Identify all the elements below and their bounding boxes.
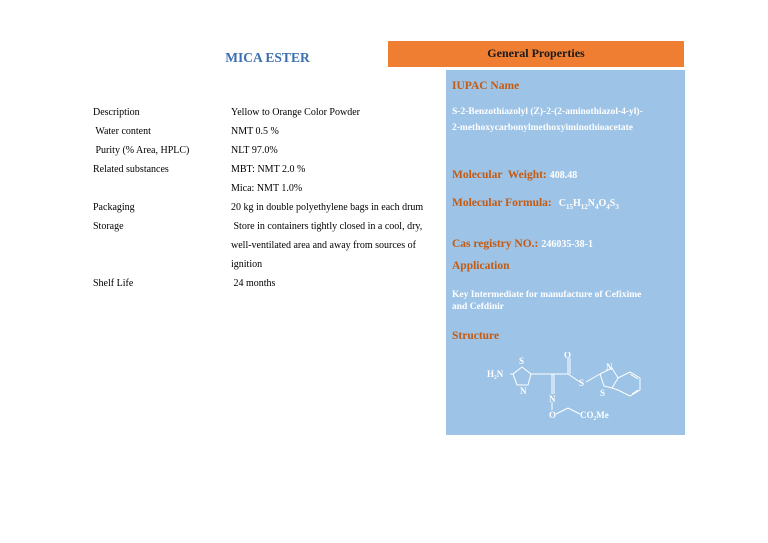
spec-value: 24 months — [231, 278, 276, 289]
chemical-structure — [482, 352, 652, 424]
spec-row-shelf-life — [93, 274, 446, 293]
spec-key: Shelf Life — [93, 278, 134, 289]
spec-value: MBT: NMT 2.0 % — [231, 164, 306, 175]
formula-value: $C_{15}H_{12}N_4O_4S_3$ — [558, 198, 619, 211]
application-value-line-2: and Cefdinir — [452, 302, 504, 312]
spec-key: Related substances — [93, 164, 169, 175]
svg-text:S: S — [600, 388, 606, 398]
spec-row-storage — [93, 217, 446, 274]
svg-text:O: O — [564, 352, 572, 360]
general-properties-header: General Properties — [388, 41, 684, 67]
svg-text:O: O — [549, 410, 557, 420]
spec-value: NLT 97.0% — [231, 145, 278, 156]
iupac-label: IUPAC Name — [452, 80, 520, 92]
spec-value: Mica: NMT 1.0% — [231, 183, 303, 194]
spec-value: 20 kg in double polyethylene bags in each drum — [231, 202, 424, 213]
spec-row-packaging — [93, 198, 446, 217]
general-properties-panel — [446, 70, 685, 435]
spec-value: Store in containers tightly closed in a cool, dry, well-ventilated area and away from sources of ignition — [231, 221, 425, 270]
formula-label: Molecular Formula: — [452, 197, 552, 209]
svg-text:S: S — [579, 378, 585, 388]
molecular-formula — [452, 193, 619, 211]
structure-atoms — [487, 352, 613, 420]
structure-bonds — [510, 358, 640, 414]
spec-key: Purity (% Area, HPLC) — [93, 145, 190, 156]
spec-key: Water content — [93, 126, 151, 137]
cas-registry — [452, 234, 593, 252]
spec-key: Packaging — [93, 202, 135, 213]
spec-row-water — [93, 122, 446, 141]
mw-value: 408.48 — [549, 170, 578, 181]
spec-row-related — [93, 160, 446, 179]
mw-label: Molecular Weight: — [452, 169, 547, 181]
page-title: MICA ESTER — [225, 50, 310, 65]
svg-text:CO₂Me: CO₂Me — [580, 410, 609, 420]
svg-text:H₂N: H₂N — [487, 369, 504, 379]
application-label: Application — [452, 260, 510, 272]
spec-value: Yellow to Orange Color Powder — [231, 107, 360, 118]
spec-row-purity — [93, 141, 446, 160]
spec-row-description — [93, 103, 446, 122]
spec-key: Storage — [93, 221, 124, 232]
application-value-line-1: Key Intermediate for manufacture of Cefixime — [452, 290, 642, 300]
iupac-value-line-2: 2-methoxycarbonylmethoxyiminothioacetate — [452, 123, 633, 133]
spec-value: NMT 0.5 % — [231, 126, 279, 137]
spec-table — [93, 103, 446, 293]
molecular-weight — [452, 165, 577, 183]
iupac-value-line-1: S-2-Benzothiazolyl (Z)-2-(2-aminothiazol-4-yl)- — [452, 107, 643, 117]
cas-label: Cas registry NO.: — [452, 238, 539, 250]
cas-value: 246035-38-1 — [541, 239, 594, 250]
spec-row-mica — [93, 179, 446, 198]
svg-text:N: N — [549, 394, 556, 404]
svg-text:N: N — [520, 386, 527, 396]
svg-text:S: S — [519, 356, 525, 366]
svg-text:N: N — [606, 362, 613, 372]
structure-label: Structure — [452, 330, 500, 342]
spec-key: Description — [93, 107, 140, 118]
